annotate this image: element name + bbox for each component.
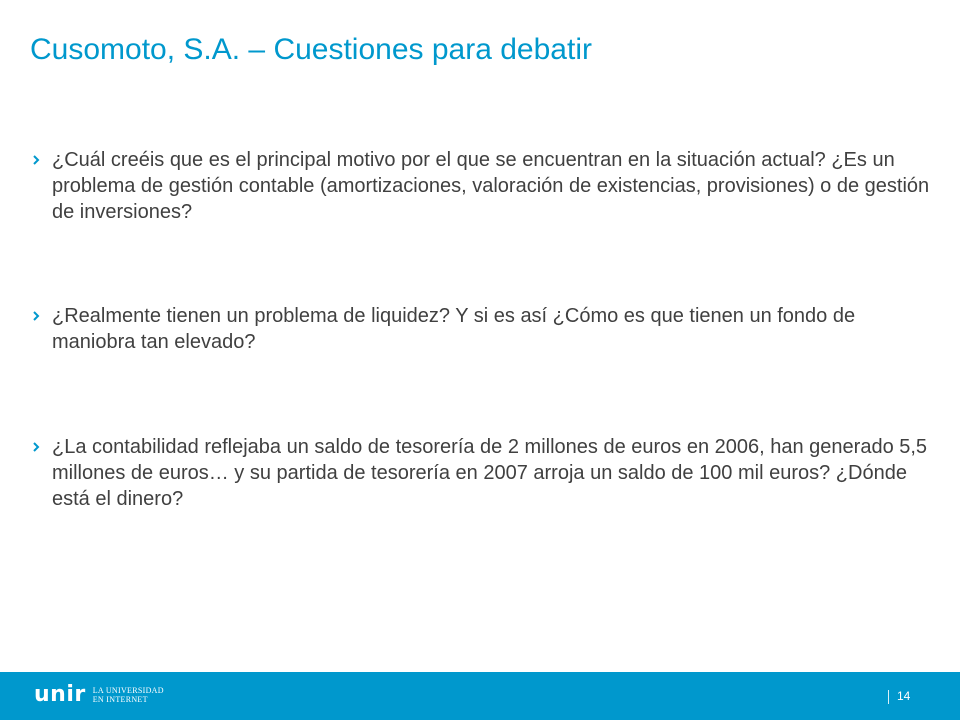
- unir-logo: [34, 684, 164, 706]
- page-number: 14: [897, 689, 911, 703]
- arrow-right-icon: [32, 442, 40, 452]
- logo-mark: unir: [34, 682, 86, 707]
- bullet-text: ¿La contabilidad reflejaba un saldo de tesorería de 2 millones de euros en 2006, han generado 5,5 millones de euros… y su partida de tesorería en 2007 arroja un saldo de 100 mil euros? ¿Dónde está el dinero?: [52, 436, 928, 510]
- page-number-divider: [888, 690, 889, 704]
- arrow-right-icon: [32, 311, 40, 321]
- bullet-text: ¿Cuál creéis que es el principal motivo por el que se encuentran en la situación actual? ¿Es un problema de gestión contable (amortizaciones, valoración de existencias, provisiones) o de gestión de inversiones?: [52, 149, 930, 223]
- bullet-text: ¿Realmente tienen un problema de liquidez? Y si es así ¿Cómo es que tienen un fondo de maniobra tan elevado?: [52, 305, 856, 353]
- bullet-item: [32, 147, 932, 225]
- logo-tagline-line1: LA UNIVERSIDAD: [92, 686, 164, 695]
- bullet-item: [32, 434, 932, 512]
- logo-tagline-line2: EN INTERNET: [92, 695, 148, 704]
- footer-bar: [0, 672, 960, 720]
- arrow-right-icon: [32, 155, 40, 165]
- bullet-list: [32, 147, 932, 512]
- slide-title: Cusomoto, S.A. – Cuestiones para debatir: [30, 33, 592, 66]
- bullet-item: [32, 303, 932, 355]
- logo-tagline: [93, 686, 164, 704]
